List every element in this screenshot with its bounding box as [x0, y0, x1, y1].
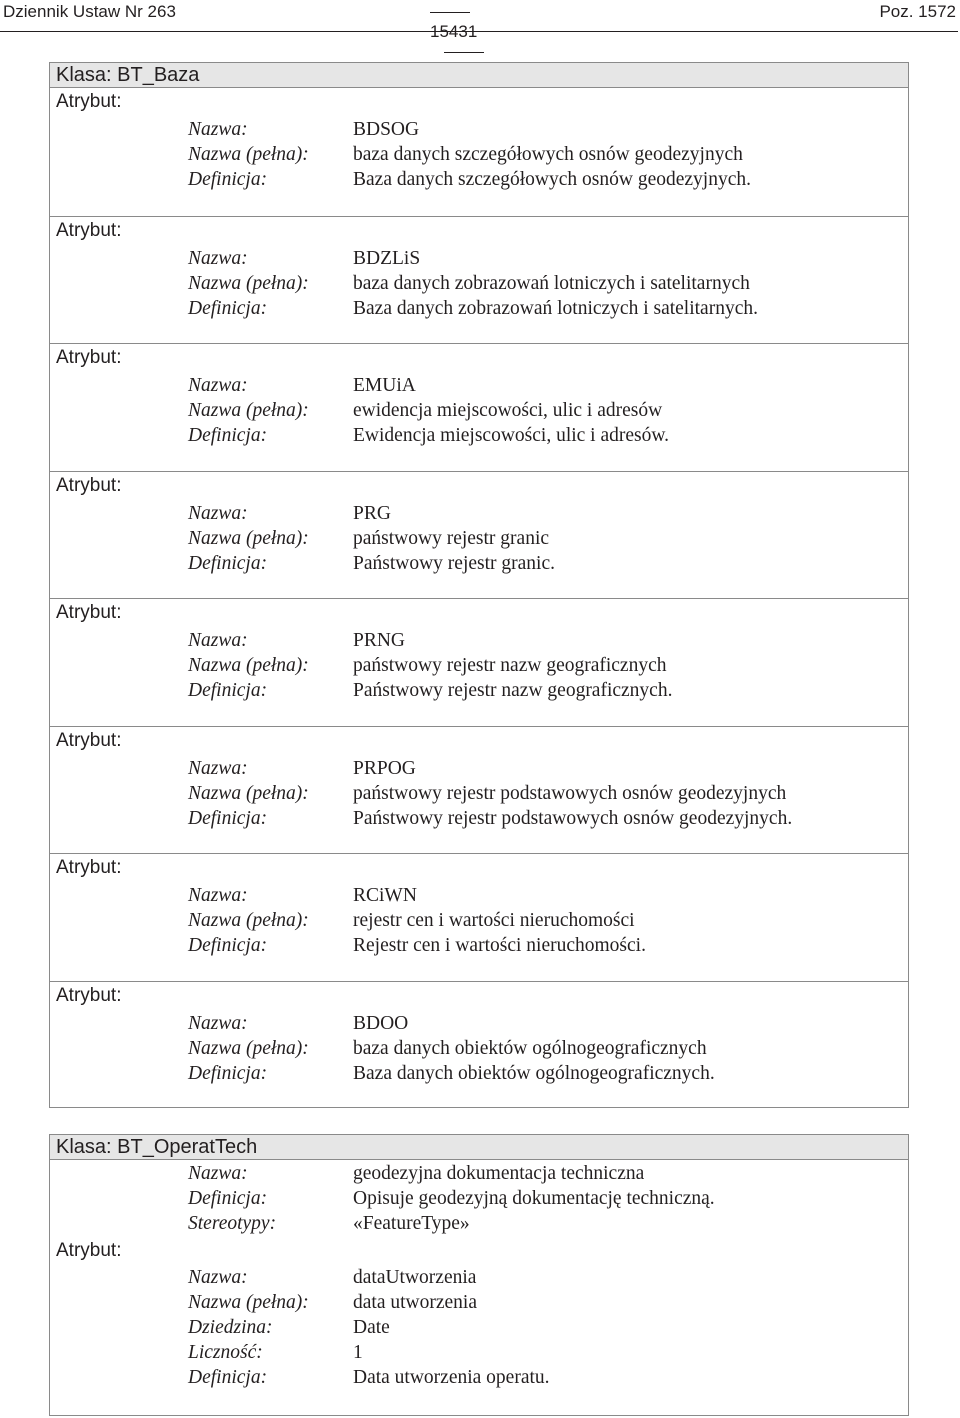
- attribute-label: Atrybut:: [56, 219, 122, 241]
- attribute-block: [50, 598, 908, 726]
- definition-value: Baza danych obiektów ogólnogeograficznych.: [353, 1062, 715, 1084]
- name-value: geodezyjna dokumentacja techniczna: [353, 1163, 645, 1184]
- attribute-block: [50, 981, 908, 1109]
- domain-key: Dziedzina:: [188, 1317, 273, 1338]
- name-key: Nazwa:: [188, 375, 248, 396]
- name-key: Nazwa:: [188, 119, 248, 140]
- definition-key: Definicja:: [188, 425, 268, 446]
- definition-value: Data utworzenia operatu.: [353, 1367, 550, 1388]
- full-name-value: data utworzenia: [353, 1292, 477, 1313]
- name-value: PRG: [353, 502, 391, 524]
- definition-value: Rejestr cen i wartości nieruchomości.: [353, 935, 646, 956]
- full-name-value: ewidencja miejscowości, ulic i adresów: [353, 400, 663, 421]
- name-value: RCiWN: [353, 885, 417, 906]
- name-key: Nazwa:: [188, 502, 248, 524]
- full-name-value: państwowy rejestr nazw geograficznych: [353, 655, 667, 676]
- definition-key: Definicja:: [188, 552, 268, 574]
- definition-value: Baza danych zobrazowań lotniczych i satelitarnych.: [353, 297, 758, 319]
- name-value: BDSOG: [353, 119, 420, 140]
- full-name-value: baza danych zobrazowań lotniczych i satelitarnych: [353, 272, 750, 294]
- class-box-bt-baza: [49, 62, 909, 1108]
- name-value: EMUiA: [353, 375, 416, 396]
- full-name-key: Nazwa (pełna):: [188, 400, 309, 421]
- full-name-key: Nazwa (pełna):: [188, 910, 309, 931]
- definition-key: Definicja:: [188, 935, 268, 956]
- definition-value: Państwowy rejestr granic.: [353, 552, 555, 574]
- attribute-block: [50, 471, 908, 599]
- attribute-block: [50, 726, 908, 854]
- multiplicity-value: 1: [353, 1342, 363, 1363]
- stereotypes-key: Stereotypy:: [188, 1213, 277, 1234]
- name-key: Nazwa:: [188, 1163, 248, 1184]
- name-key: Nazwa:: [188, 757, 248, 779]
- full-name-key: Nazwa (pełna):: [188, 655, 309, 676]
- header-divider: [0, 31, 958, 32]
- name-key: Nazwa:: [188, 885, 248, 906]
- class-box-bt-operattech: [49, 1134, 909, 1416]
- position-number: Poz. 1572: [879, 2, 956, 21]
- full-name-value: baza danych szczegółowych osnów geodezyjnych: [353, 144, 743, 165]
- definition-key: Definicja:: [188, 1367, 268, 1388]
- name-key: Nazwa:: [188, 247, 248, 269]
- name-value: PRPOG: [353, 757, 416, 779]
- attribute-label: Atrybut:: [56, 91, 122, 112]
- attribute-label: Atrybut:: [56, 602, 122, 623]
- full-name-value: baza danych obiektów ogólnogeograficznych: [353, 1037, 707, 1059]
- attribute-label: Atrybut:: [56, 729, 122, 751]
- page-header: [0, 0, 960, 41]
- definition-key: Definicja:: [188, 169, 268, 190]
- journal-title: Dziennik Ustaw Nr 263: [3, 2, 176, 21]
- multiplicity-key: Liczność:: [188, 1342, 263, 1363]
- class-details: [50, 1160, 908, 1415]
- definition-value: Państwowy rejestr nazw geograficznych.: [353, 680, 673, 701]
- domain-value: Date: [353, 1317, 390, 1338]
- name-key: Nazwa:: [188, 1012, 248, 1034]
- definition-key: Definicja:: [188, 680, 268, 701]
- name-value: dataUtworzenia: [353, 1267, 477, 1288]
- class-title: Klasa: BT_OperatTech: [50, 1135, 908, 1160]
- name-value: BDOO: [353, 1012, 409, 1034]
- full-name-key: Nazwa (pełna):: [188, 527, 309, 549]
- attribute-block: [50, 853, 908, 981]
- page-number: 15431: [430, 2, 530, 62]
- full-name-value: państwowy rejestr podstawowych osnów geodezyjnych: [353, 782, 787, 804]
- attribute-block: [50, 216, 908, 344]
- name-value: PRNG: [353, 630, 406, 651]
- name-key: Nazwa:: [188, 630, 248, 651]
- attribute-label: Atrybut:: [56, 984, 122, 1006]
- attribute-label: Atrybut:: [56, 474, 122, 496]
- definition-key: Definicja:: [188, 1062, 268, 1084]
- definition-value: Baza danych szczegółowych osnów geodezyjnych.: [353, 169, 751, 190]
- full-name-value: rejestr cen i wartości nieruchomości: [353, 910, 635, 931]
- name-key: Nazwa:: [188, 1267, 248, 1288]
- definition-value: Opisuje geodezyjną dokumentację techniczną.: [353, 1188, 715, 1209]
- definition-value: Państwowy rejestr podstawowych osnów geodezyjnych.: [353, 807, 793, 829]
- full-name-key: Nazwa (pełna):: [188, 272, 309, 294]
- name-value: BDZLiS: [353, 247, 421, 269]
- full-name-key: Nazwa (pełna):: [188, 1037, 309, 1059]
- attribute-block: [50, 343, 908, 471]
- attribute-label: Atrybut:: [56, 347, 122, 368]
- definition-key: Definicja:: [188, 807, 268, 829]
- attribute-label: Atrybut:: [56, 857, 122, 878]
- definition-key: Definicja:: [188, 1188, 268, 1209]
- full-name-key: Nazwa (pełna):: [188, 1292, 309, 1313]
- stereotypes-value: «FeatureType»: [353, 1213, 470, 1234]
- full-name-key: Nazwa (pełna):: [188, 144, 309, 165]
- class-title: Klasa: BT_Baza: [50, 63, 908, 88]
- attribute-label: Atrybut:: [56, 1240, 122, 1261]
- full-name-key: Nazwa (pełna):: [188, 782, 309, 804]
- full-name-value: państwowy rejestr granic: [353, 527, 550, 549]
- definition-value: Ewidencja miejscowości, ulic i adresów.: [353, 425, 670, 446]
- definition-key: Definicja:: [188, 297, 268, 319]
- attribute-block: [50, 88, 908, 216]
